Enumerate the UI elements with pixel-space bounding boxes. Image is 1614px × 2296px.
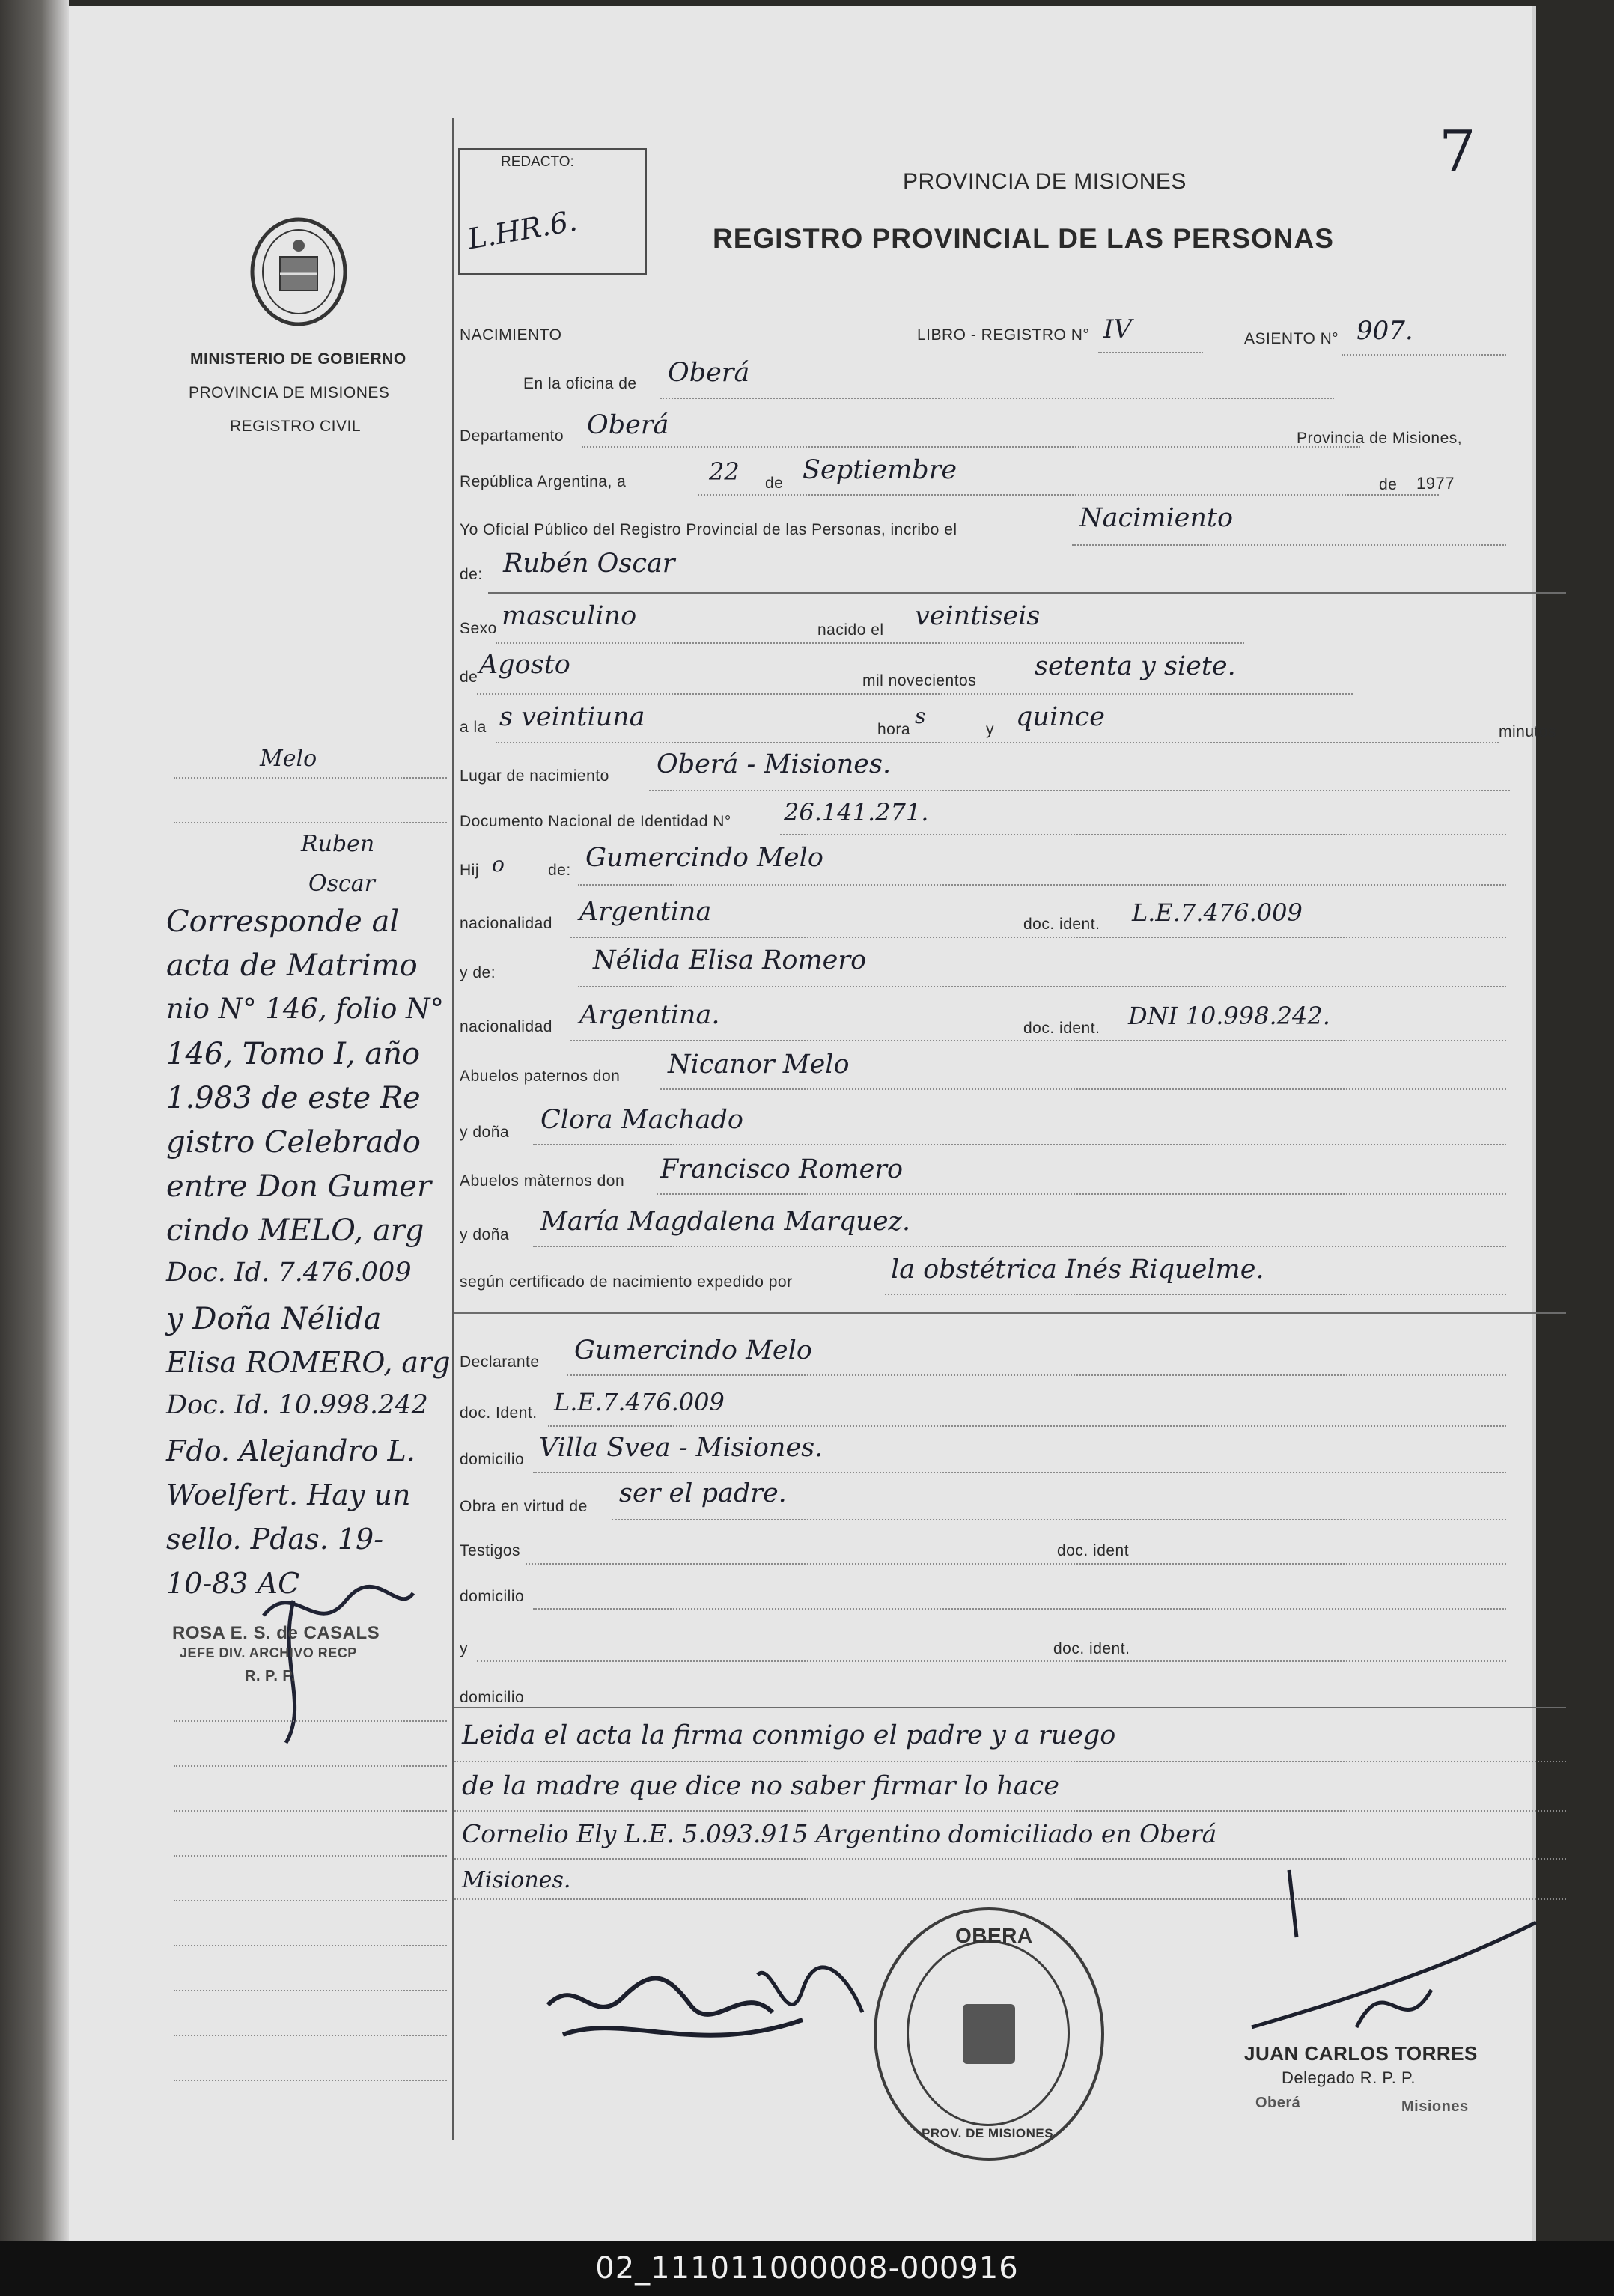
official-province: Misiones bbox=[1401, 2098, 1469, 2115]
margin-note bbox=[166, 904, 451, 1611]
nac1-label: nacionalidad bbox=[460, 915, 552, 932]
redacto-label: REDACTO: bbox=[501, 154, 574, 170]
margin-rule-1 bbox=[174, 777, 447, 779]
libro-line bbox=[1098, 352, 1203, 353]
margin-note-line: Doc. Id. 10.998.242 bbox=[166, 1390, 428, 1420]
nombre-value: Rubén Oscar bbox=[503, 549, 675, 579]
margin-note-line: Elisa ROMERO, arg bbox=[166, 1346, 451, 1379]
segun-label: según certificado de nacimiento expedido por bbox=[460, 1273, 793, 1291]
minutos-value: quince bbox=[1016, 702, 1105, 732]
abuelo-p-value: Nicanor Melo bbox=[668, 1050, 850, 1080]
abuelo-p-line bbox=[660, 1088, 1506, 1090]
stamp-org: R. P. P. bbox=[245, 1668, 296, 1684]
doc-ident2-label: doc. ident. bbox=[1053, 1640, 1130, 1657]
margin-note-line: entre Don Gumer bbox=[166, 1169, 432, 1204]
segun-value: la obstétrica Inés Riquelme. bbox=[891, 1255, 1264, 1285]
official-title: Delegado R. P. P. bbox=[1282, 2068, 1416, 2087]
domicilio3-rule bbox=[454, 1707, 1566, 1708]
margin-note-line: 146, Tomo I, año bbox=[166, 1037, 421, 1071]
libro-value: IV bbox=[1103, 314, 1132, 344]
margin-given2: Oscar bbox=[308, 871, 376, 897]
asiento-value: 907. bbox=[1356, 316, 1413, 346]
segun-line bbox=[885, 1294, 1506, 1295]
obra-label: Obra en virtud de bbox=[460, 1498, 588, 1515]
seal-crest bbox=[963, 2004, 1015, 2064]
doc1-label: doc. ident. bbox=[1023, 916, 1100, 933]
mil-line bbox=[477, 693, 1353, 695]
domicilio-label: domicilio bbox=[460, 1451, 525, 1468]
margin-note-line: 10-83 AC bbox=[166, 1567, 300, 1600]
dni-line bbox=[780, 834, 1506, 835]
ministry-line2: PROVINCIA DE MISIONES bbox=[189, 384, 390, 401]
y2-label: y bbox=[460, 1640, 468, 1657]
document-page bbox=[69, 6, 1557, 2241]
official-seal bbox=[874, 1907, 1104, 2161]
official-name: JUAN CARLOS TORRES bbox=[1244, 2042, 1478, 2065]
margin-ruled bbox=[174, 1720, 447, 1722]
abuela-m-line bbox=[533, 1246, 1506, 1247]
margin-note-line: Doc. Id. 7.476.009 bbox=[166, 1258, 412, 1288]
declarante-value: Gumercindo Melo bbox=[574, 1336, 812, 1365]
domicilio-line bbox=[533, 1472, 1506, 1473]
asiento-label: ASIENTO N° bbox=[1244, 330, 1339, 347]
abuela-m-value: María Magdalena Marquez. bbox=[540, 1207, 911, 1237]
provincia-label: Provincia de Misiones, bbox=[1297, 430, 1463, 447]
nacido-value: veintiseis bbox=[915, 601, 1041, 631]
y-dona-label: y doña bbox=[460, 1124, 510, 1141]
nac2-line bbox=[570, 1040, 1506, 1041]
margin-note-line: acta de Matrimo bbox=[166, 948, 418, 983]
sexo-line bbox=[496, 642, 1244, 644]
abuelos-p-label: Abuelos paternos don bbox=[460, 1068, 621, 1085]
hora-label: hora bbox=[877, 721, 911, 738]
declarante-label: Declarante bbox=[460, 1353, 540, 1371]
asiento-line bbox=[1342, 354, 1506, 356]
a-las-label: a la bbox=[460, 719, 487, 736]
closing-line-3: Cornelio Ely L.E. 5.093.915 Argentino domiciliado en Oberá bbox=[462, 1819, 1217, 1848]
obra-line bbox=[612, 1519, 1506, 1520]
margin-ruled bbox=[174, 1945, 447, 1946]
margin-note-line: Woelfert. Hay un bbox=[166, 1479, 411, 1511]
nombre-line bbox=[488, 592, 1566, 594]
nac2-label: nacionalidad bbox=[460, 1018, 552, 1035]
dni-value: 26.141.271. bbox=[784, 798, 929, 826]
de-mes-value: Agosto bbox=[479, 650, 570, 680]
obra-value: ser el padre. bbox=[619, 1479, 787, 1508]
margin-note-line: cindo MELO, arg bbox=[166, 1214, 424, 1248]
margin-note-line: 1.983 de este Re bbox=[166, 1081, 421, 1115]
stamp-name: ROSA E. S. de CASALS bbox=[172, 1623, 380, 1643]
margin-ruled bbox=[174, 1990, 447, 1991]
oficina-line bbox=[660, 398, 1334, 399]
margin-ruled bbox=[174, 1855, 447, 1857]
madre-value: Nélida Elisa Romero bbox=[593, 945, 867, 975]
margin-note-line: Fdo. Alejandro L. bbox=[166, 1434, 415, 1467]
redacto-box bbox=[458, 148, 647, 275]
nacimiento-label: NACIMIENTO bbox=[460, 326, 562, 344]
page-number: 7 bbox=[1439, 118, 1476, 186]
closing-line-4: Misiones. bbox=[462, 1867, 571, 1893]
doc3-label: doc. Ident. bbox=[460, 1404, 538, 1422]
doc3-value: L.E.7.476.009 bbox=[554, 1388, 725, 1416]
closing-line-1: Leida el acta la firma conmigo el padre y a ruego bbox=[462, 1720, 1116, 1750]
nac1-line bbox=[570, 937, 1506, 938]
sexo-value: masculino bbox=[502, 601, 637, 631]
y-dona2-label: y doña bbox=[460, 1226, 510, 1243]
dia-value: 22 bbox=[709, 457, 740, 486]
declarante-line bbox=[567, 1374, 1506, 1376]
hijo-label: Hij bbox=[460, 862, 479, 879]
mes-de-label: de bbox=[765, 475, 784, 492]
lugar-value: Oberá - Misiones. bbox=[657, 749, 892, 779]
abuelos-m-label: Abuelos màternos don bbox=[460, 1172, 625, 1190]
doc1-value: L.E.7.476.009 bbox=[1132, 898, 1303, 927]
hijo-suffix: o bbox=[492, 852, 505, 877]
hijo-de-label: de: bbox=[548, 862, 571, 879]
margin-rule bbox=[452, 118, 454, 2140]
doc-ident-label: doc. ident bbox=[1057, 1542, 1130, 1559]
margin-ruled bbox=[174, 2080, 447, 2081]
nac2-value: Argentina. bbox=[579, 1000, 720, 1030]
libro-label: LIBRO - REGISTRO N° bbox=[917, 326, 1090, 344]
declarant-signature bbox=[533, 1945, 907, 2095]
testigos-line bbox=[526, 1563, 1506, 1565]
nac1-value: Argentina bbox=[579, 897, 712, 927]
redacto-value: L.HR.6. bbox=[465, 204, 580, 256]
doc2-value: DNI 10.998.242. bbox=[1128, 1002, 1330, 1030]
book-binding bbox=[0, 0, 69, 2246]
dni-label: Documento Nacional de Identidad N° bbox=[460, 813, 731, 830]
margin-rule-2 bbox=[174, 822, 447, 823]
margin-given1: Ruben bbox=[301, 831, 375, 857]
oficina-value: Oberá bbox=[668, 358, 750, 388]
province-title: PROVINCIA DE MISIONES bbox=[903, 169, 1187, 194]
segun-rule bbox=[454, 1312, 1566, 1314]
domicilio2-label: domicilio bbox=[460, 1588, 525, 1605]
lugar-line bbox=[649, 790, 1510, 791]
departamento-value: Oberá bbox=[587, 410, 669, 440]
margin-ruled bbox=[174, 1765, 447, 1767]
testigos-label: Testigos bbox=[460, 1542, 521, 1559]
official-city: Oberá bbox=[1255, 2095, 1301, 2111]
y2-line bbox=[477, 1660, 1506, 1662]
margin-ruled bbox=[174, 1810, 447, 1812]
footer-id: 02_111011000008-000916 bbox=[0, 2241, 1614, 2296]
domicilio-value: Villa Svea - Misiones. bbox=[539, 1433, 823, 1463]
margin-note-line: y Doña Nélida bbox=[166, 1302, 382, 1336]
margin-note-line: Corresponde al bbox=[166, 904, 400, 939]
closing-rule-1 bbox=[454, 1761, 1566, 1762]
ministry-line3: REGISTRO CIVIL bbox=[230, 418, 362, 435]
margin-surname: Melo bbox=[260, 746, 317, 772]
mes-value: Septiembre bbox=[803, 455, 957, 485]
de-mes-label: de bbox=[460, 669, 478, 686]
oficial-label: Yo Oficial Público del Registro Provincial de las Personas, incribo el bbox=[460, 521, 957, 538]
abuela-p-line bbox=[533, 1144, 1506, 1145]
domicilio3-label: domicilio bbox=[460, 1689, 525, 1706]
y-de-label: y de: bbox=[460, 964, 496, 981]
hora-value: s bbox=[915, 704, 926, 728]
closing-line-2: de la madre que dice no saber firmar lo hace bbox=[462, 1771, 1059, 1801]
official-signature bbox=[1237, 1855, 1551, 2050]
minutos-label: minutos bbox=[1499, 723, 1557, 740]
ministry-line1: MINISTERIO DE GOBIERNO bbox=[190, 350, 406, 368]
madre-line bbox=[578, 986, 1506, 987]
abuelo-m-value: Francisco Romero bbox=[660, 1154, 904, 1184]
ministry-emblem bbox=[243, 216, 355, 328]
stamp-title: JEFE DIV. ARCHIVO RECP bbox=[180, 1645, 357, 1660]
anio-label: de bbox=[1379, 476, 1398, 493]
nombre-label: de: bbox=[460, 566, 483, 583]
seal-city: OBERA bbox=[955, 1924, 1033, 1947]
y-label: y bbox=[986, 721, 994, 738]
anio-value: 1977 bbox=[1416, 474, 1455, 493]
seal-bottom: PROV. DE MISIONES bbox=[922, 2126, 1054, 2140]
a-las-line bbox=[496, 742, 1499, 743]
mil-value: setenta y siete. bbox=[1035, 651, 1236, 681]
abuelo-m-line bbox=[657, 1193, 1506, 1195]
padre-value: Gumercindo Melo bbox=[585, 843, 823, 873]
sexo-label: Sexo bbox=[460, 620, 497, 637]
oficial-line bbox=[1072, 544, 1506, 546]
republica-label: República Argentina, a bbox=[460, 473, 627, 490]
lugar-label: Lugar de nacimiento bbox=[460, 767, 609, 785]
margin-ruled bbox=[174, 1900, 447, 1901]
abuela-p-value: Clora Machado bbox=[540, 1105, 743, 1135]
doc2-label: doc. ident. bbox=[1023, 1020, 1100, 1037]
mil-label: mil novecientos bbox=[862, 672, 977, 689]
margin-note-line: nio N° 146, folio N° bbox=[166, 993, 445, 1025]
closing-rule-2 bbox=[454, 1810, 1566, 1812]
a-las-value: s veintiuna bbox=[499, 702, 645, 732]
registry-title: REGISTRO PROVINCIAL DE LAS PERSONAS bbox=[713, 223, 1334, 254]
republica-line bbox=[698, 494, 1439, 496]
oficina-label: En la oficina de bbox=[523, 375, 637, 392]
departamento-line bbox=[582, 446, 1360, 448]
margin-ruled bbox=[174, 2035, 447, 2036]
doc3-line bbox=[548, 1425, 1506, 1427]
domicilio2-line bbox=[533, 1608, 1506, 1610]
margin-note-line: sello. Pdas. 19- bbox=[166, 1523, 384, 1556]
nacido-label: nacido el bbox=[817, 621, 884, 639]
hijo-line bbox=[578, 884, 1506, 886]
oficial-value: Nacimiento bbox=[1079, 503, 1234, 533]
departamento-label: Departamento bbox=[460, 427, 564, 445]
margin-note-line: gistro Celebrado bbox=[166, 1125, 421, 1160]
